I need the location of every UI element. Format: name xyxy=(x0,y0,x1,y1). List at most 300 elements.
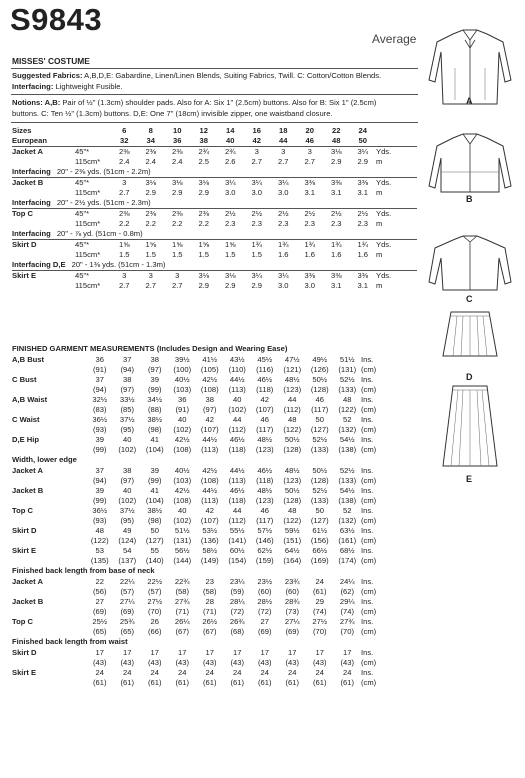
row-label xyxy=(12,556,86,566)
sizes-row-label: Sizes xyxy=(12,126,32,135)
row-value: 39½ xyxy=(174,355,190,364)
row-value: (85) xyxy=(120,405,134,414)
row-value: 3 xyxy=(175,271,180,280)
row-label xyxy=(12,219,75,229)
measurement-row xyxy=(12,648,417,658)
row-value: 2.5 xyxy=(198,157,210,166)
row-value: 3⅜ xyxy=(357,271,369,280)
row-value: (61) xyxy=(92,678,107,687)
measurement-row xyxy=(12,607,417,617)
row-value: 2½ xyxy=(224,209,236,218)
row-value: 38½ xyxy=(147,506,163,515)
row-value: 2.7 xyxy=(251,157,263,166)
row-unit: (cm) xyxy=(361,658,377,667)
row-label: Jacket A xyxy=(12,577,43,586)
measurement-row xyxy=(12,627,417,637)
row-value: 1.5 xyxy=(118,250,130,259)
row-value: 29¼ xyxy=(339,597,355,606)
row-value: 48½ xyxy=(284,375,300,384)
row-value: 2.9 xyxy=(171,188,183,197)
row-value: (131) xyxy=(173,536,192,545)
row-value: 27 xyxy=(260,617,269,626)
row-unit: m xyxy=(376,157,383,166)
row-value: 3.1 xyxy=(304,188,316,197)
row-value: 51½ xyxy=(339,355,355,364)
figure-jacket-a xyxy=(425,28,515,110)
row-value: 1¾ xyxy=(357,240,369,249)
notions-label: Notions: A,B: xyxy=(12,98,61,107)
row-value: (60) xyxy=(285,587,299,596)
row-value: (94) xyxy=(92,385,107,394)
row-value: 24 xyxy=(205,668,214,677)
row-value: 55 xyxy=(150,546,159,555)
row-value: 3 xyxy=(281,147,286,156)
row-value: 62½ xyxy=(257,546,273,555)
row-value: 1.5 xyxy=(145,250,157,259)
row-value: (127) xyxy=(310,425,329,434)
interfacing-row xyxy=(12,229,417,239)
row-value: (137) xyxy=(118,556,137,565)
row-value: 23½ xyxy=(257,577,273,586)
european-row-cell: 48 xyxy=(332,136,341,145)
row-width: 45"* xyxy=(75,271,90,280)
row-value: (102) xyxy=(173,516,192,525)
row-unit: Ins. xyxy=(361,355,374,364)
row-value: (71) xyxy=(175,607,189,616)
row-value: 25½ xyxy=(92,617,108,626)
row-value: 40½ xyxy=(174,375,190,384)
row-value: 17 xyxy=(233,648,242,657)
row-value: 53 xyxy=(95,546,104,555)
row-value: 17 xyxy=(205,648,214,657)
row-label xyxy=(12,425,86,435)
divider xyxy=(11,122,418,123)
row-label: Jacket A xyxy=(12,147,43,156)
row-value: 2.7 xyxy=(171,281,183,290)
row-unit: (cm) xyxy=(361,607,377,616)
european-row-cell: 50 xyxy=(358,136,367,145)
row-value: 61½ xyxy=(312,526,328,535)
measurement-row xyxy=(12,536,417,546)
row-value: (123) xyxy=(255,445,274,454)
european-row-cell: 44 xyxy=(279,136,288,145)
measurement-row xyxy=(12,516,417,526)
row-value: (99) xyxy=(147,476,162,485)
row-value: 42 xyxy=(205,506,214,515)
row-value: 24 xyxy=(95,668,104,677)
table-row xyxy=(12,178,417,188)
row-label: Skirt D xyxy=(12,240,37,249)
row-value: 34½ xyxy=(147,395,163,404)
row-value: 2⅜ xyxy=(118,147,130,156)
row-label xyxy=(12,516,86,526)
jacket-b-drawing xyxy=(425,132,515,220)
skirt-e-drawing xyxy=(425,382,515,470)
row-value: 3.1 xyxy=(330,188,342,197)
row-value: 53½ xyxy=(202,526,218,535)
row-value: (43) xyxy=(147,658,162,667)
row-value: (141) xyxy=(228,536,247,545)
suggested-fabrics-label: Suggested Fabrics: xyxy=(12,71,83,80)
row-value: (67) xyxy=(175,627,189,636)
row-value: 48 xyxy=(343,395,352,404)
row-value: (156) xyxy=(310,536,329,545)
row-label: Top C xyxy=(12,617,33,626)
row-value: (70) xyxy=(340,627,354,636)
row-value: (61) xyxy=(147,678,162,687)
row-value: 36½ xyxy=(92,506,108,515)
row-value: 17 xyxy=(95,648,104,657)
row-value: 48½ xyxy=(284,466,300,475)
row-value: 42½ xyxy=(202,466,218,475)
row-value: 36 xyxy=(178,395,187,404)
row-value: 3⅛ xyxy=(330,147,342,156)
row-value: 2½ xyxy=(304,209,316,218)
row-value: (136) xyxy=(200,536,219,545)
row-value: 32½ xyxy=(92,395,108,404)
row-value: 23¼ xyxy=(229,577,245,586)
measurement-row xyxy=(12,476,417,486)
row-value: 40 xyxy=(178,415,187,424)
european-row-cell: 46 xyxy=(305,136,314,145)
row-value: 39 xyxy=(150,375,159,384)
row-value: (110) xyxy=(228,365,246,374)
row-value: 44½ xyxy=(202,486,218,495)
table-row xyxy=(12,271,417,281)
row-value: (70) xyxy=(147,607,162,616)
interfacing-row xyxy=(12,198,417,208)
row-value: 26¼ xyxy=(174,617,190,626)
european-row-cell: 42 xyxy=(252,136,261,145)
row-value: (61) xyxy=(312,678,327,687)
row-value: (138) xyxy=(338,445,357,454)
row-value: (97) xyxy=(120,476,134,485)
row-value: 26½ xyxy=(202,617,218,626)
row-value: (122) xyxy=(283,425,302,434)
row-value: 1.5 xyxy=(251,250,263,259)
row-unit: Ins. xyxy=(361,617,374,626)
back-length-neck-title: Finished back length from base of neck xyxy=(12,566,155,575)
row-value: 17 xyxy=(288,648,297,657)
row-value: 50 xyxy=(315,415,324,424)
row-value: 51½ xyxy=(174,526,190,535)
row-value: 24 xyxy=(150,668,159,677)
row-value: (108) xyxy=(200,385,219,394)
table-row xyxy=(12,157,417,167)
suggested-fabrics-text: A,B,D,E: Gabardine, Linen/Linen Blends, Suiting Fabrics, Twill. C: Cotton/Cotton Blends. xyxy=(84,71,382,80)
row-unit: Yds. xyxy=(376,178,392,187)
row-value: (91) xyxy=(92,365,107,374)
measurement-row xyxy=(12,445,417,455)
interfacing-row xyxy=(12,260,417,270)
row-unit: (cm) xyxy=(361,425,377,434)
row-value: 27¾ xyxy=(174,597,190,606)
row-value: 2.3 xyxy=(304,219,316,228)
row-value: 42 xyxy=(205,415,214,424)
row-value: 2.4 xyxy=(145,157,157,166)
row-value: (95) xyxy=(120,425,134,434)
row-value: 44½ xyxy=(202,435,218,444)
row-value: (104) xyxy=(145,445,164,454)
row-value: (174) xyxy=(338,556,357,565)
row-value: 22½ xyxy=(147,577,163,586)
row-value: 17 xyxy=(123,648,132,657)
row-value: 2.9 xyxy=(198,188,210,197)
row-unit: Ins. xyxy=(361,375,374,384)
row-value: 41½ xyxy=(202,355,218,364)
row-value: 43½ xyxy=(229,355,245,364)
row-value: 24 xyxy=(260,668,269,677)
figure-top-c xyxy=(425,234,515,312)
row-value: 38½ xyxy=(147,415,163,424)
row-value: 2.3 xyxy=(277,219,289,228)
pattern-code: S9843 xyxy=(10,2,103,37)
european-row-cell: 34 xyxy=(146,136,155,145)
measurement-row xyxy=(12,405,417,415)
row-label xyxy=(12,157,75,167)
row-unit: (cm) xyxy=(361,556,377,565)
row-value: 2½ xyxy=(357,209,369,218)
row-value: 44½ xyxy=(229,375,245,384)
row-value: (124) xyxy=(118,536,137,545)
row-unit: Ins. xyxy=(361,435,374,444)
row-value: (107) xyxy=(200,516,219,525)
row-value: 60½ xyxy=(229,546,245,555)
row-value: 2⅜ xyxy=(145,209,157,218)
row-value: 3¼ xyxy=(277,178,289,187)
finished-title: FINISHED GARMENT MEASUREMENTS (Includes Design and Wearing Ease) xyxy=(12,344,288,353)
row-value: 49 xyxy=(123,526,132,535)
row-value: (97) xyxy=(202,405,217,414)
row-value: 2.7 xyxy=(277,157,289,166)
row-value: (69) xyxy=(92,607,107,616)
row-value: 1¾ xyxy=(330,240,342,249)
table-row xyxy=(12,281,417,291)
notions-text-1: Pair of ½" (1.3cm) shoulder pads. Also for A: Six 1" (2.5cm) buttons. Also for B: Six 1" (2.5cm) xyxy=(62,98,377,107)
row-value: (74) xyxy=(312,607,327,616)
row-value: 26 xyxy=(150,617,159,626)
row-width: 115cm* xyxy=(75,281,101,290)
row-label xyxy=(12,365,86,375)
row-value: (128) xyxy=(283,496,302,505)
row-value: (68) xyxy=(230,627,244,636)
european-row-cell: 36 xyxy=(173,136,182,145)
row-unit: Yds. xyxy=(376,271,392,280)
row-value: (61) xyxy=(120,678,134,687)
notions-text-2: buttons. C: Ten ½" (1.3cm) buttons. D,E: One 7" (18cm) invisible zipper, one waistband closure. xyxy=(12,109,333,118)
row-value: 48½ xyxy=(257,435,273,444)
row-value: 55½ xyxy=(229,526,245,535)
row-value: (159) xyxy=(255,556,274,565)
row-value: (107) xyxy=(200,425,219,434)
measurement-row xyxy=(12,395,417,405)
row-label xyxy=(12,445,86,455)
row-value: 27¼ xyxy=(284,617,300,626)
row-value: 28½ xyxy=(257,597,273,606)
row-value: 46 xyxy=(260,415,269,424)
row-value: (118) xyxy=(228,496,246,505)
row-value: (43) xyxy=(257,658,272,667)
row-value: 1¾ xyxy=(304,240,316,249)
row-value: (164) xyxy=(283,556,302,565)
row-label: Top C xyxy=(12,209,33,218)
sizes-row-cell: 14 xyxy=(226,126,235,135)
row-value: (43) xyxy=(230,658,244,667)
row-value: (74) xyxy=(340,607,354,616)
row-label: D,E Hip xyxy=(12,435,40,444)
row-value: 54½ xyxy=(339,486,355,495)
row-value: 2½ xyxy=(277,209,289,218)
row-value: 41 xyxy=(150,435,159,444)
european-row-spacer xyxy=(75,136,111,146)
row-unit: (cm) xyxy=(361,627,377,636)
row-value: 3⅜ xyxy=(330,178,342,187)
row-value: (94) xyxy=(92,476,107,485)
row-label: Skirt E xyxy=(12,546,37,555)
row-width: 45"* xyxy=(75,178,90,187)
row-value: (69) xyxy=(120,607,134,616)
interfacing-row-label: Interfacing D,E xyxy=(12,260,66,269)
row-value: (61) xyxy=(312,587,327,596)
row-value: 46½ xyxy=(229,435,245,444)
row-value: 27¾ xyxy=(339,617,355,626)
divider xyxy=(11,94,418,95)
row-value: (102) xyxy=(228,405,247,414)
row-unit: m xyxy=(376,250,383,259)
measurement-row xyxy=(12,678,417,688)
row-value: 46 xyxy=(315,395,324,404)
row-unit: Ins. xyxy=(361,526,374,535)
row-value: 1.6 xyxy=(357,250,369,259)
row-value: (57) xyxy=(120,587,134,596)
yardage-table xyxy=(12,126,417,291)
row-value: (60) xyxy=(257,587,272,596)
row-value: 2.7 xyxy=(118,281,130,290)
row-value: 1.5 xyxy=(171,250,183,259)
row-unit: (cm) xyxy=(361,476,377,485)
sizes-row-cell: 16 xyxy=(252,126,261,135)
row-unit: (cm) xyxy=(361,365,377,374)
row-value: 2⅜ xyxy=(198,209,210,218)
row-unit: Ins. xyxy=(361,546,374,555)
row-value: 64½ xyxy=(284,546,300,555)
row-value: (118) xyxy=(256,476,274,485)
row-value: 17 xyxy=(260,648,269,657)
row-value: 50 xyxy=(315,506,324,515)
row-value: 38 xyxy=(123,466,132,475)
row-value: (57) xyxy=(147,587,162,596)
row-value: 50½ xyxy=(284,486,300,495)
european-row-cell: 32 xyxy=(120,136,129,145)
row-value: 1⅝ xyxy=(145,240,157,249)
european-row-cell: 40 xyxy=(226,136,235,145)
row-value: 68½ xyxy=(339,546,355,555)
row-value: (43) xyxy=(285,658,299,667)
row-value: 36 xyxy=(95,355,104,364)
row-value: 3.0 xyxy=(277,281,289,290)
figure-label-b: B xyxy=(466,194,473,204)
row-value: 2⅜ xyxy=(145,147,157,156)
row-label xyxy=(12,587,86,597)
figure-label-e: E xyxy=(466,474,473,484)
interfacing-row-value: 20" - 2½ yds. (51cm - 2.3m) xyxy=(56,198,151,207)
row-value: 50½ xyxy=(312,375,328,384)
row-value: 40 xyxy=(123,435,132,444)
measurement-row xyxy=(12,375,417,385)
row-value: (122) xyxy=(283,516,302,525)
row-value: 2.9 xyxy=(357,157,369,166)
row-value: (128) xyxy=(310,385,329,394)
row-value: 2.2 xyxy=(145,219,157,228)
row-value: 24 xyxy=(123,668,132,677)
sizes-row-cell: 8 xyxy=(148,126,153,135)
row-value: 40½ xyxy=(174,466,190,475)
row-value: 1¾ xyxy=(251,240,263,249)
row-value: 46½ xyxy=(257,375,273,384)
row-unit: m xyxy=(376,188,383,197)
row-value: 17 xyxy=(178,648,187,657)
european-row-label: European xyxy=(12,136,48,145)
row-value: (95) xyxy=(120,516,134,525)
row-unit: (cm) xyxy=(361,516,377,525)
row-label xyxy=(12,678,86,688)
row-unit: (cm) xyxy=(361,445,377,454)
row-value: 42½ xyxy=(174,486,190,495)
row-label xyxy=(12,627,86,637)
row-value: (59) xyxy=(230,587,244,596)
row-value: 2⅜ xyxy=(171,209,183,218)
measurement-row xyxy=(12,526,417,536)
row-width: 45"* xyxy=(75,240,90,249)
row-value: 50½ xyxy=(312,466,328,475)
measurement-row xyxy=(12,496,417,506)
row-value: 2.7 xyxy=(304,157,316,166)
row-value: 39 xyxy=(150,466,159,475)
row-value: 2⅜ xyxy=(171,147,183,156)
row-value: 52½ xyxy=(312,486,328,495)
row-unit: Yds. xyxy=(376,209,392,218)
row-value: (91) xyxy=(175,405,189,414)
row-value: (43) xyxy=(92,658,107,667)
row-value: 3⅛ xyxy=(145,178,157,187)
row-value: (133) xyxy=(338,476,357,485)
row-unit: Ins. xyxy=(361,486,374,495)
row-label: Jacket A xyxy=(12,466,43,475)
row-value: (128) xyxy=(310,476,329,485)
row-value: 1.6 xyxy=(330,250,342,259)
row-value: (73) xyxy=(285,607,299,616)
row-value: (99) xyxy=(92,445,107,454)
sizes-row-cell: 20 xyxy=(305,126,314,135)
row-value: 3.1 xyxy=(357,188,369,197)
row-value: (113) xyxy=(228,385,246,394)
row-value: 42 xyxy=(260,395,269,404)
sizes-row xyxy=(12,126,417,136)
figure-label-d: D xyxy=(466,372,473,382)
row-value: 1⅝ xyxy=(198,240,210,249)
row-value: 54 xyxy=(123,546,132,555)
measurement-row xyxy=(12,415,417,425)
row-value: (112) xyxy=(228,425,246,434)
row-value: (66) xyxy=(147,627,162,636)
row-value: 2¾ xyxy=(198,147,210,156)
row-value: 37½ xyxy=(119,506,135,515)
row-value: (97) xyxy=(120,385,134,394)
row-value: 2.2 xyxy=(118,219,130,228)
row-value: 2.9 xyxy=(251,281,263,290)
row-value: 38 xyxy=(205,395,214,404)
row-value: (71) xyxy=(202,607,217,616)
